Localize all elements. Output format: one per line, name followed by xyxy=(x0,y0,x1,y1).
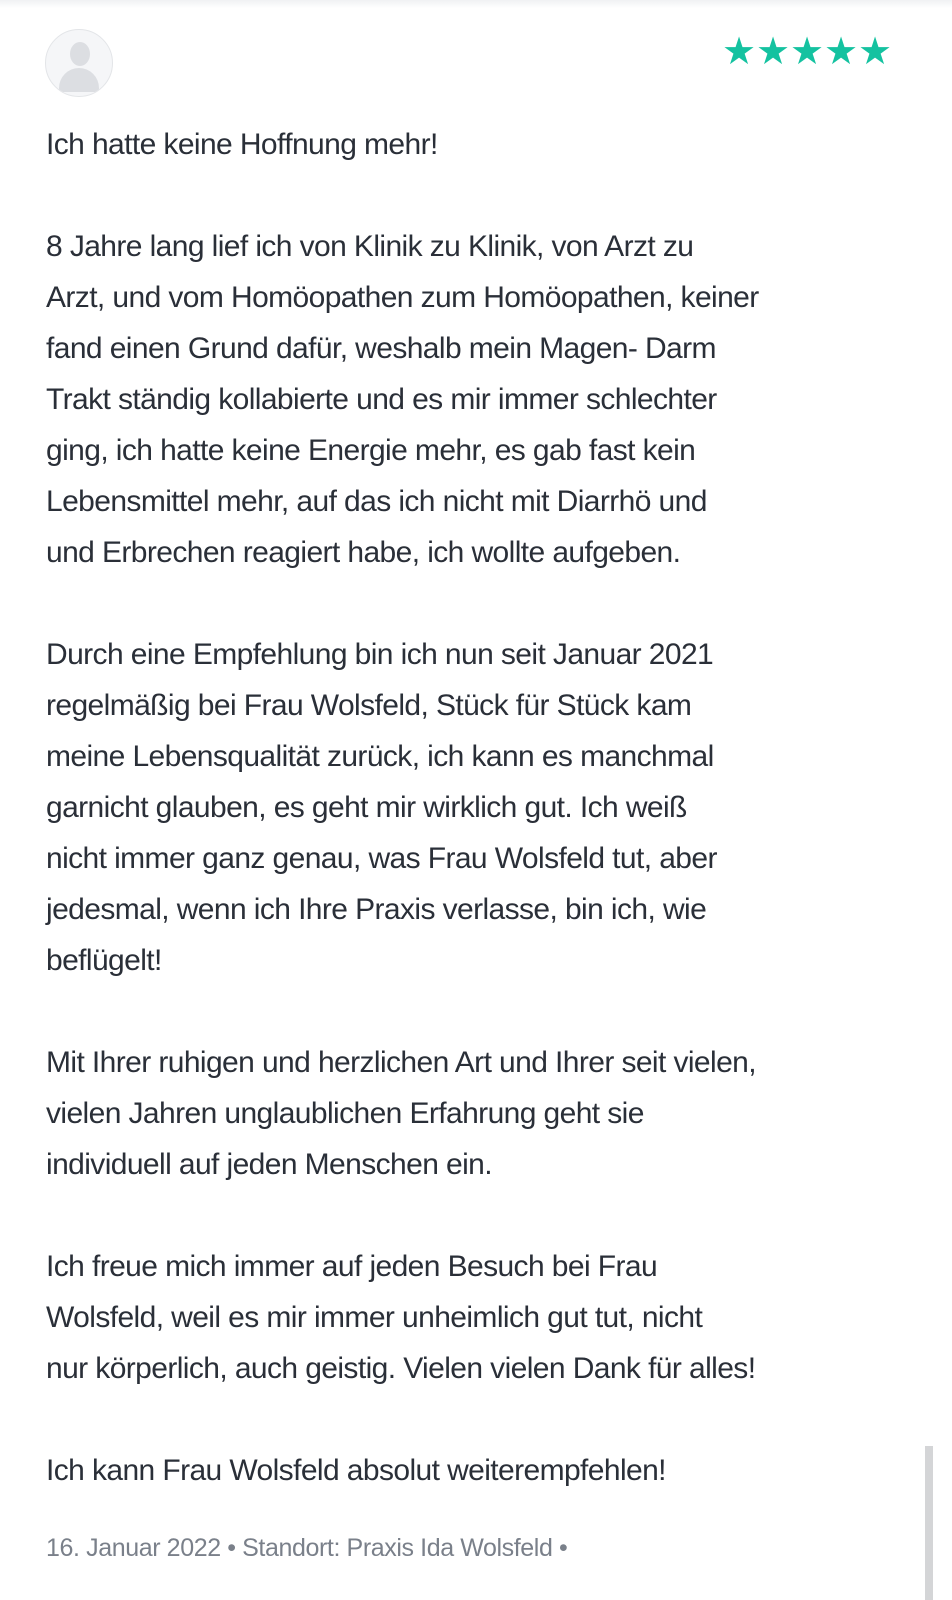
star-icon: ★ xyxy=(722,31,757,73)
review-text xyxy=(46,124,759,1501)
review-line: regelmäßig bei Frau Wolsfeld, Stück für Stück kam xyxy=(46,689,692,722)
review-line: Durch eine Empfehlung bin ich nun seit Januar 2021 xyxy=(46,638,714,671)
review-line: ging, ich hatte keine Energie mehr, es gab fast kein xyxy=(46,434,696,467)
review-line: 8 Jahre lang lief ich von Klinik zu Klinik, von Arzt zu xyxy=(46,230,694,263)
review-line: vielen Jahren unglaublichen Erfahrung geht sie xyxy=(46,1097,644,1130)
review-line: beflügelt! xyxy=(46,944,162,977)
review-line: Lebensmittel mehr, auf das ich nicht mit Diarrhö und xyxy=(46,485,707,518)
star-icon: ★ xyxy=(790,31,825,73)
paragraph-gap xyxy=(46,175,759,226)
review-line: nicht immer ganz genau, was Frau Wolsfeld tut, aber xyxy=(46,842,717,875)
avatar xyxy=(45,29,113,97)
paragraph-gap xyxy=(46,583,759,634)
star-icon: ★ xyxy=(858,31,893,73)
review-line: individuell auf jeden Menschen ein. xyxy=(46,1148,492,1181)
review-line: Wolsfeld, weil es mir immer unheimlich gut tut, nicht xyxy=(46,1301,703,1334)
paragraph-gap xyxy=(46,1195,759,1246)
paragraph-gap xyxy=(46,1399,759,1450)
review-line: Mit Ihrer ruhigen und herzlichen Art und Ihrer seit vielen, xyxy=(46,1046,756,1079)
paragraph-gap xyxy=(46,991,759,1042)
star-rating xyxy=(722,31,893,73)
review-line: meine Lebensqualität zurück, ich kann es manchmal xyxy=(46,740,714,773)
review-line: nur körperlich, auch geistig. Vielen vielen Dank für alles! xyxy=(46,1352,756,1385)
review-line: Ich kann Frau Wolsfeld absolut weiterempfehlen! xyxy=(46,1454,666,1487)
review-line: Arzt, und vom Homöopathen zum Homöopathen, keiner xyxy=(46,281,759,314)
review-line: Ich freue mich immer auf jeden Besuch bei Frau xyxy=(46,1250,658,1283)
scrollbar[interactable] xyxy=(925,1446,933,1600)
review-line: und Erbrechen reagiert habe, ich wollte aufgeben. xyxy=(46,536,681,569)
avatar-body-icon xyxy=(59,68,99,92)
avatar-head-icon xyxy=(70,42,90,66)
review-line: fand einen Grund dafür, weshalb mein Magen- Darm xyxy=(46,332,716,365)
review-line: garnicht glauben, es geht mir wirklich gut. Ich weiß xyxy=(46,791,687,824)
star-icon: ★ xyxy=(824,31,859,73)
review-line: Trakt ständig kollabierte und es mir immer schlechter xyxy=(46,383,717,416)
review-meta: 16. Januar 2022 • Standort: Praxis Ida Wolsfeld • xyxy=(46,1534,568,1562)
star-icon: ★ xyxy=(756,31,791,73)
review-line: Ich hatte keine Hoffnung mehr! xyxy=(46,128,438,161)
review-line: jedesmal, wenn ich Ihre Praxis verlasse, bin ich, wie xyxy=(46,893,707,926)
top-divider xyxy=(0,0,952,8)
